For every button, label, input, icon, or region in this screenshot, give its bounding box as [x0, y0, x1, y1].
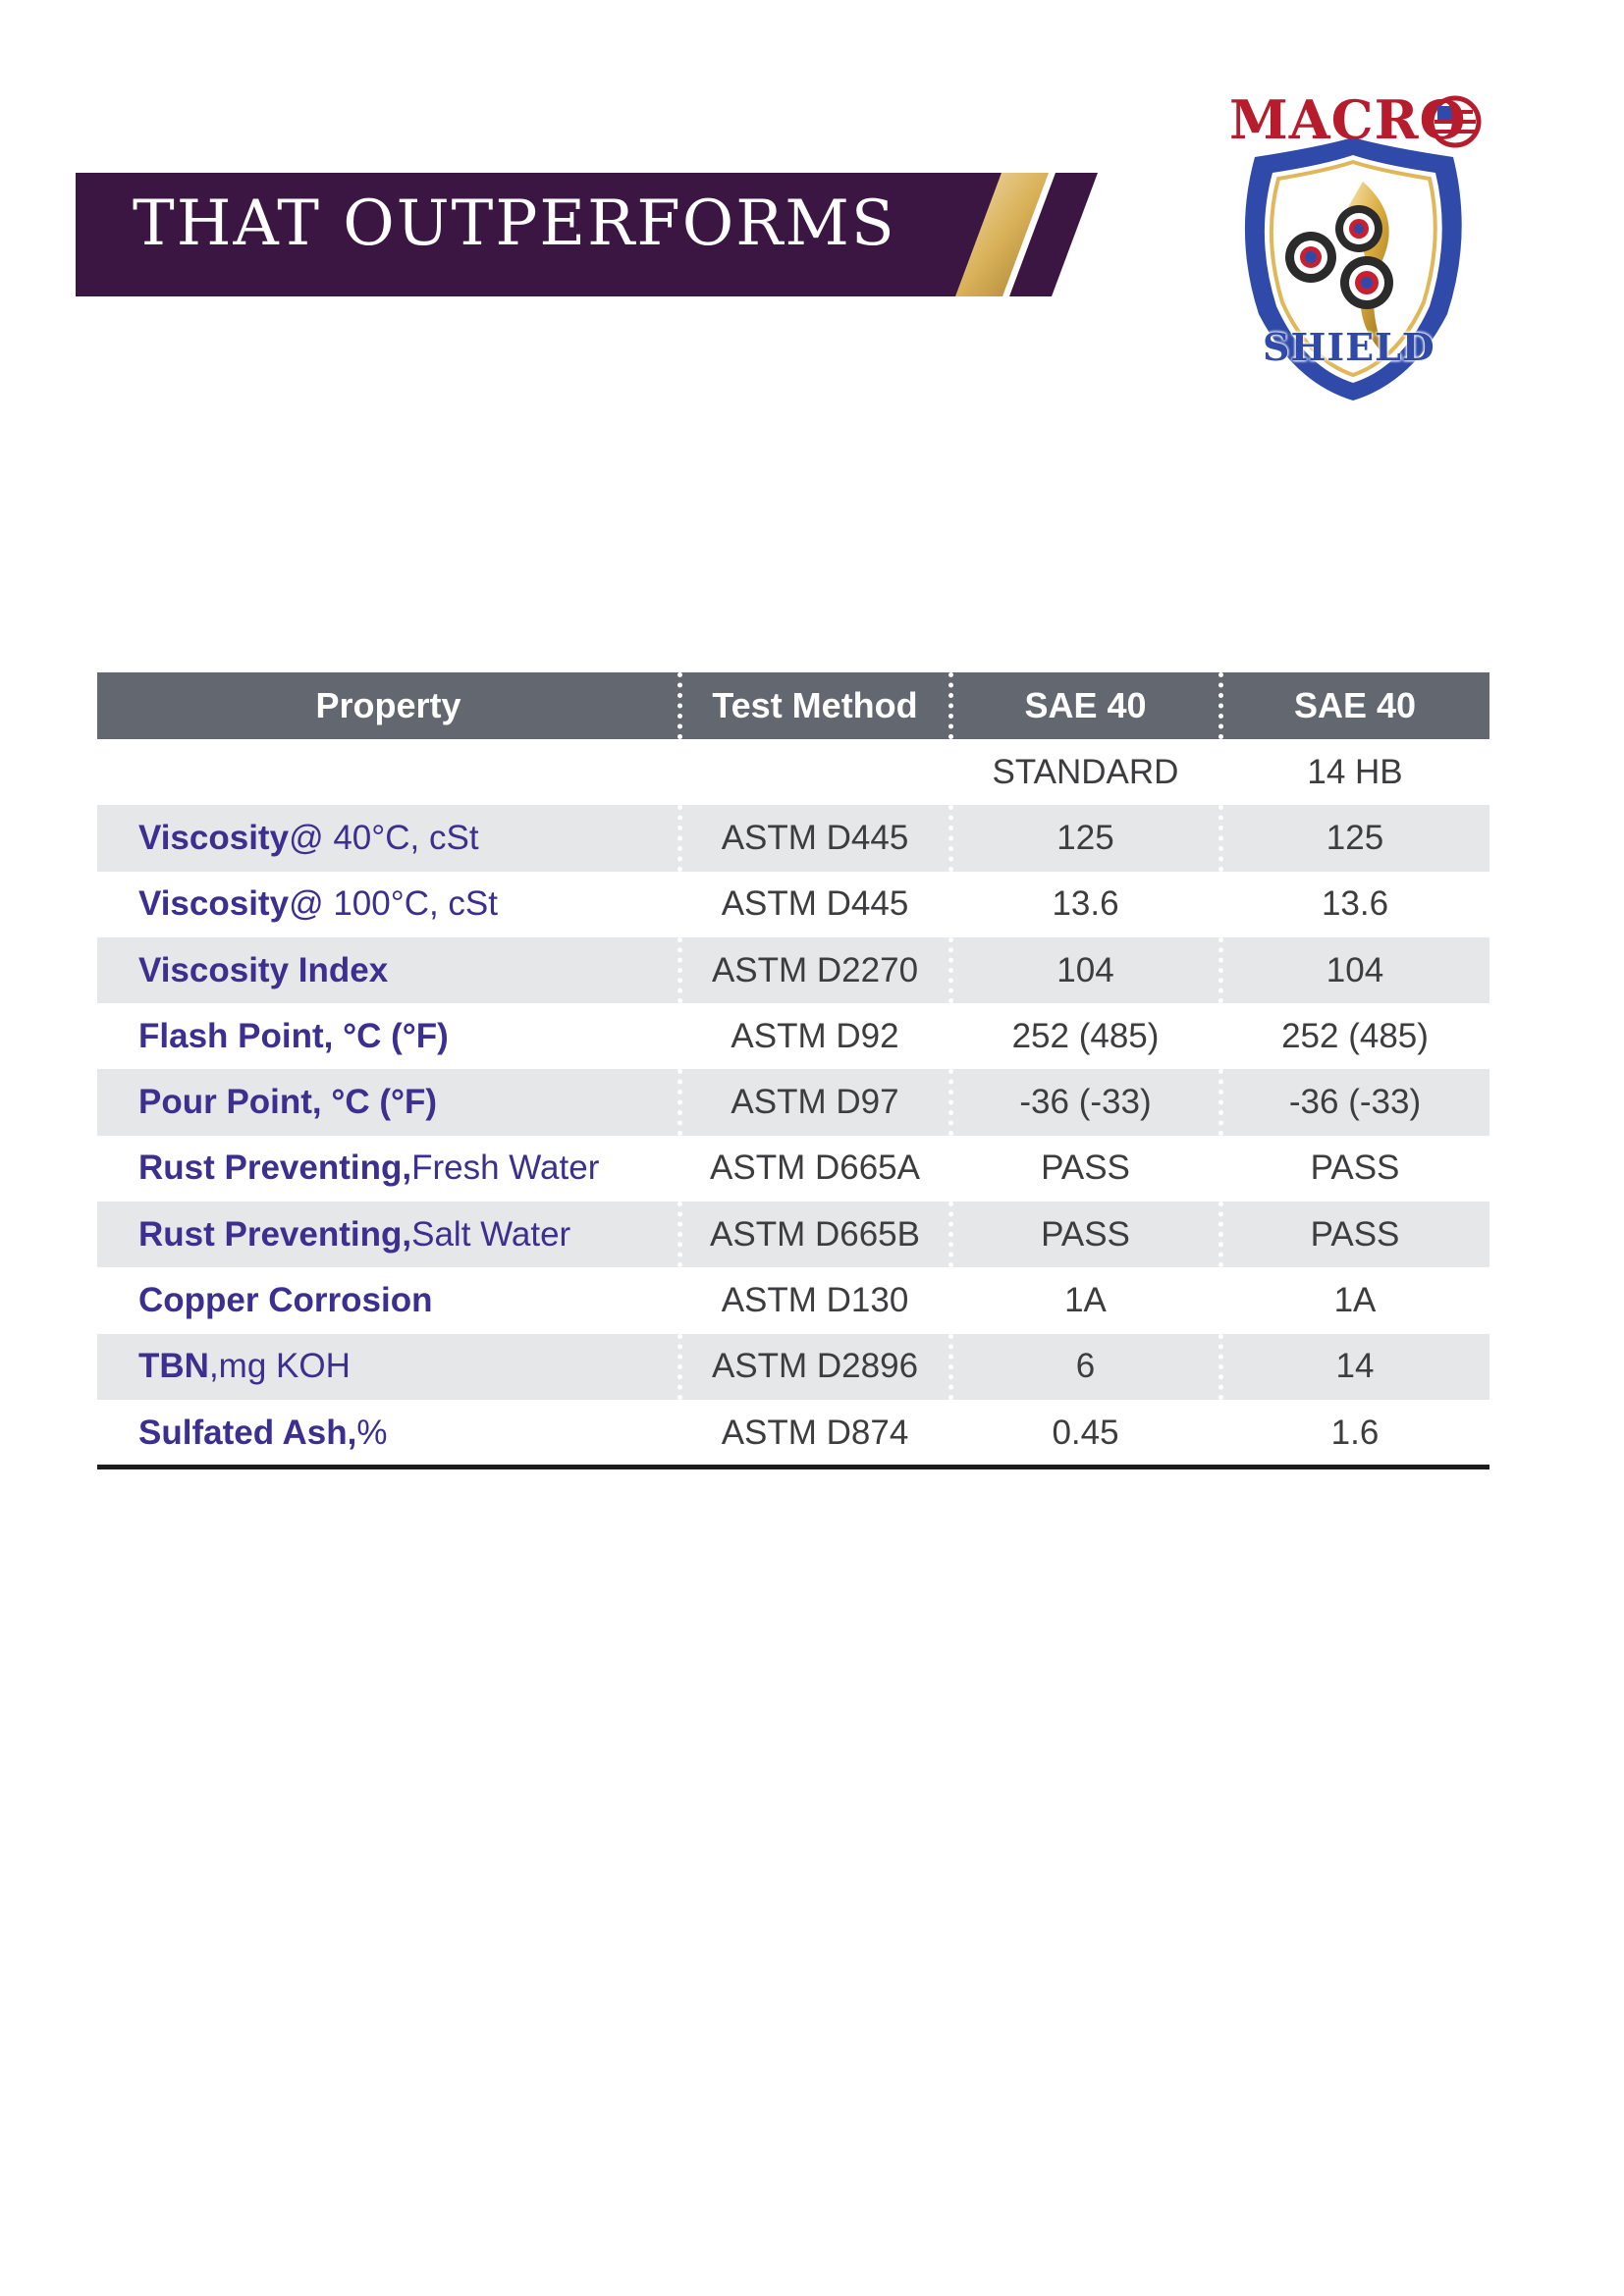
table-row [97, 1136, 1489, 1201]
property-name: TBN [138, 1347, 209, 1386]
column-divider [1218, 1069, 1223, 1135]
test-method-cell: ASTM D2270 [711, 950, 919, 989]
table-row [97, 872, 1489, 937]
test-method-cell: ASTM D130 [721, 1281, 909, 1320]
test-method-cell: ASTM D665B [710, 1214, 920, 1254]
property-detail: % [356, 1413, 388, 1452]
test-method-cell: ASTM D92 [731, 1016, 899, 1055]
property-cell [97, 872, 679, 937]
test-method-cell: ASTM D2896 [711, 1347, 919, 1386]
column-divider [948, 937, 953, 1003]
property-detail: Fresh Water [411, 1148, 600, 1188]
value-standard-cell: PASS [1041, 1214, 1130, 1254]
value-standard-cell: 252 (485) [1011, 1016, 1160, 1055]
property-detail: Salt Water [411, 1214, 571, 1254]
value-standard-cell: 0.45 [1052, 1413, 1119, 1452]
value-14hb-cell: 1.6 [1330, 1413, 1380, 1452]
brand-logo [1216, 88, 1490, 412]
value-14hb-cell: PASS [1310, 1214, 1400, 1254]
property-cell [97, 1136, 679, 1201]
subheader-test-method [679, 739, 950, 805]
property-cell [97, 1003, 679, 1069]
logo-wordmark-shield: SHIELD [1263, 325, 1435, 369]
value-14hb-cell: -36 (-33) [1288, 1083, 1422, 1122]
property-name: Viscosity Index [138, 950, 389, 989]
column-header-property: Property [315, 685, 461, 725]
subheader-property [97, 739, 679, 805]
column-divider [948, 672, 953, 739]
table-row [97, 1069, 1489, 1135]
value-14hb-cell: 252 (485) [1281, 1016, 1429, 1055]
value-14hb-cell: 13.6 [1321, 884, 1389, 924]
table-bottom-rule [97, 1465, 1489, 1469]
property-detail: @ 100°C, cSt [289, 884, 499, 924]
column-divider [1218, 805, 1223, 871]
property-cell [97, 1334, 679, 1400]
property-cell [97, 1400, 679, 1466]
value-14hb-cell: 125 [1326, 818, 1384, 857]
property-cell [97, 1201, 679, 1267]
value-standard-cell: 13.6 [1052, 884, 1119, 924]
table-subheader-row [97, 739, 1489, 805]
value-14hb-cell: 14 [1335, 1347, 1375, 1386]
table-row [97, 1003, 1489, 1069]
column-divider [677, 1201, 682, 1267]
value-standard-cell: 1A [1064, 1281, 1107, 1320]
value-14hb-cell: PASS [1310, 1148, 1400, 1188]
column-header-test-method: Test Method [712, 685, 918, 725]
test-method-cell: ASTM D97 [731, 1083, 899, 1122]
column-divider [677, 1334, 682, 1400]
property-name: Flash Point, °C (°F) [138, 1016, 449, 1055]
column-divider [677, 805, 682, 871]
column-divider [1218, 937, 1223, 1003]
property-name: Sulfated Ash, [138, 1413, 357, 1452]
property-name: Viscosity [138, 884, 290, 924]
property-name: Rust Preventing, [138, 1148, 412, 1188]
property-name: Viscosity [138, 818, 290, 857]
test-method-cell: ASTM D445 [721, 884, 909, 924]
subheader-grade-standard: STANDARD [992, 752, 1179, 791]
property-cell [97, 805, 679, 871]
column-divider [1218, 672, 1223, 739]
property-name: Pour Point, °C (°F) [138, 1083, 438, 1122]
table-row [97, 1334, 1489, 1400]
column-header-sae40-14hb: SAE 40 [1293, 685, 1417, 725]
property-cell [97, 1069, 679, 1135]
page-title: THAT OUTPERFORMS [133, 187, 896, 260]
property-detail: @ 40°C, cSt [289, 818, 479, 857]
property-name: Copper Corrosion [138, 1281, 433, 1320]
logo-wordmark-macro: MACRO [1229, 88, 1467, 151]
value-standard-cell: -36 (-33) [1019, 1083, 1152, 1122]
table-header-row [97, 672, 1489, 739]
column-divider [1218, 1201, 1223, 1267]
property-cell [97, 937, 679, 1003]
value-14hb-cell: 1A [1333, 1281, 1377, 1320]
value-standard-cell: 104 [1056, 950, 1114, 989]
column-divider [677, 1069, 682, 1135]
column-divider [1218, 1334, 1223, 1400]
table-row [97, 937, 1489, 1003]
column-header-sae40-standard: SAE 40 [1024, 685, 1147, 725]
column-divider [948, 805, 953, 871]
column-divider [948, 1334, 953, 1400]
column-divider [948, 1201, 953, 1267]
test-method-cell: ASTM D445 [721, 818, 909, 857]
table-row [97, 1201, 1489, 1267]
test-method-cell: ASTM D874 [721, 1413, 909, 1452]
subheader-grade-14hb: 14 HB [1307, 752, 1403, 791]
table-row [97, 1267, 1489, 1333]
table-row [97, 805, 1489, 871]
test-method-cell: ASTM D665A [710, 1148, 920, 1188]
property-cell [97, 1267, 679, 1333]
property-name: Rust Preventing, [138, 1214, 412, 1254]
value-standard-cell: PASS [1041, 1148, 1130, 1188]
column-divider [677, 672, 682, 739]
value-14hb-cell: 104 [1326, 950, 1384, 989]
column-divider [948, 1069, 953, 1135]
value-standard-cell: 6 [1075, 1347, 1096, 1386]
table-row [97, 1400, 1489, 1466]
column-divider [677, 937, 682, 1003]
value-standard-cell: 125 [1056, 818, 1114, 857]
property-detail: ,mg KOH [208, 1347, 351, 1386]
specifications-table [97, 672, 1489, 1466]
